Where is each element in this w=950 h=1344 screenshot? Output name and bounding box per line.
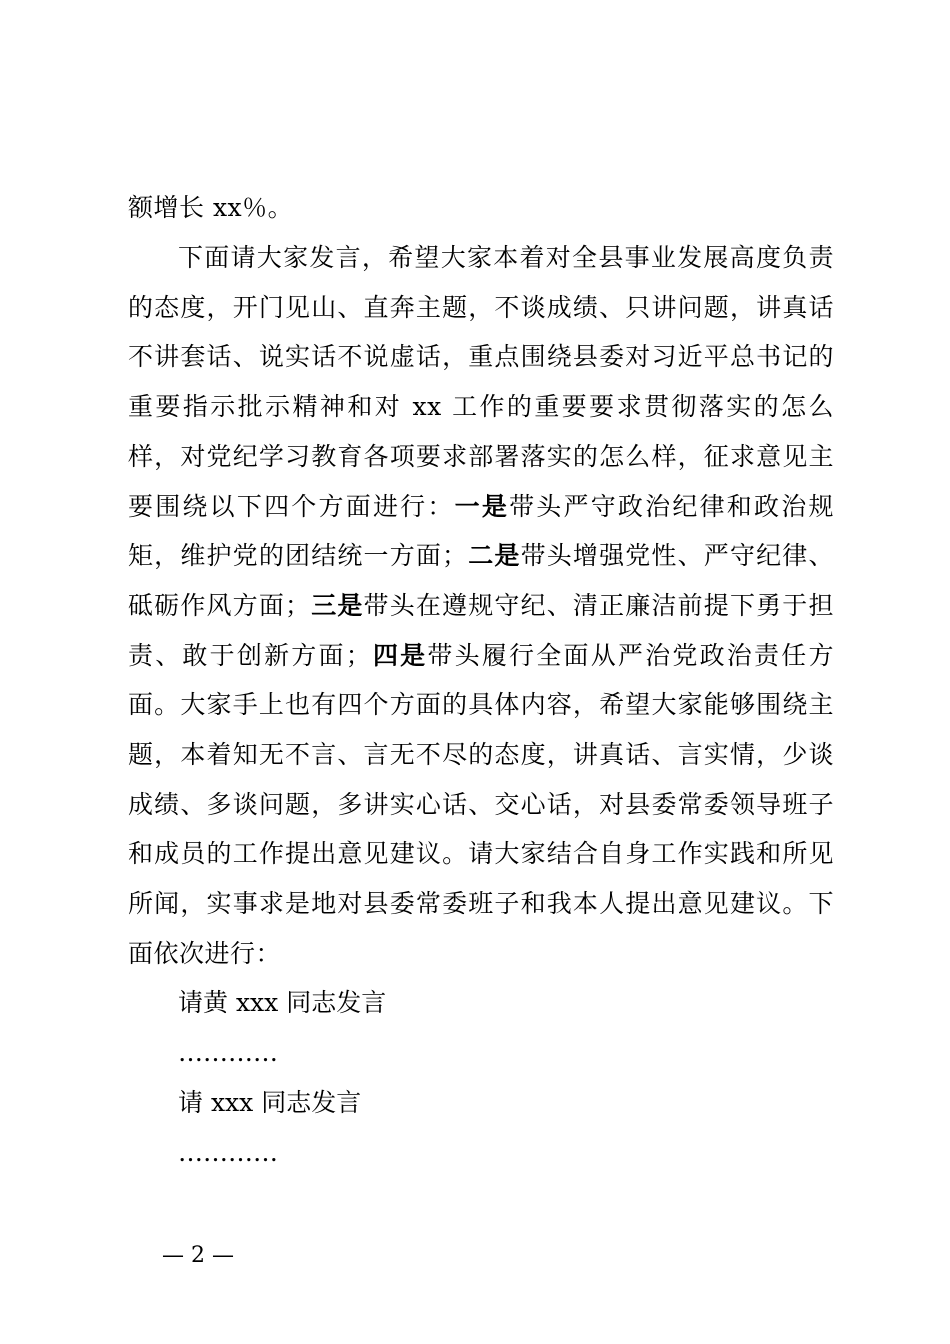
speaker-line-1: 请黄 xxx 同志发言 bbox=[178, 988, 387, 1017]
speaker-line-2: 请 xxx 同志发言 bbox=[178, 1088, 362, 1117]
ellipsis-line-1: ………… bbox=[178, 1038, 278, 1067]
paragraph-text-3: 带头增强党性、严守纪律、砥砺作风方面； bbox=[128, 541, 834, 620]
point-label-4: 四是 bbox=[371, 640, 428, 670]
main-paragraph bbox=[128, 233, 834, 979]
point-label-2: 二是 bbox=[467, 541, 521, 571]
paragraph-text-5: 带头履行全面从严治党政治责任方面。大家手上也有四个方面的具体内容，希望大家能够围绕主题，本着知无不言、言无不尽的态度，讲真话、言实情，少谈成绩、多谈问题，多讲实心话、交心话，对县委常委领导班子和成员的工作提出意见建议。请大家结合自身工作实践和所见所闻，实事求是地对县委常委班子和我本人提出意见建议。下面依次进行： bbox=[128, 640, 834, 968]
point-label-3: 三是 bbox=[310, 590, 364, 620]
paragraph-text-4: 带头在遵规守纪、清正廉洁前提下勇于担责、敢于创新方面； bbox=[128, 590, 834, 670]
continued-line: 额增长 xx％。 bbox=[128, 193, 294, 222]
paragraph-text-1: 下面请大家发言，希望大家本着对全县事业发展高度负责的态度，开门见山、直奔主题，不谈成绩、只讲问题，讲真话不讲套话、说实话不说虚话，重点围绕县委对习近平总书记的重要指示批示精神和对 xx 工作的重要要求贯彻落实的怎么样，对党纪学习教育各项要求部署落实的怎么样，征求意见主要围绕以下四个方面进行： bbox=[128, 243, 834, 521]
point-label-1: 一是 bbox=[454, 491, 510, 521]
ellipsis-line-2: ………… bbox=[178, 1138, 278, 1167]
paragraph-text-2: 带头严守政治纪律和政治规矩，维护党的团结统一方面； bbox=[128, 491, 834, 571]
page-number: — 2 — bbox=[162, 1243, 234, 1268]
